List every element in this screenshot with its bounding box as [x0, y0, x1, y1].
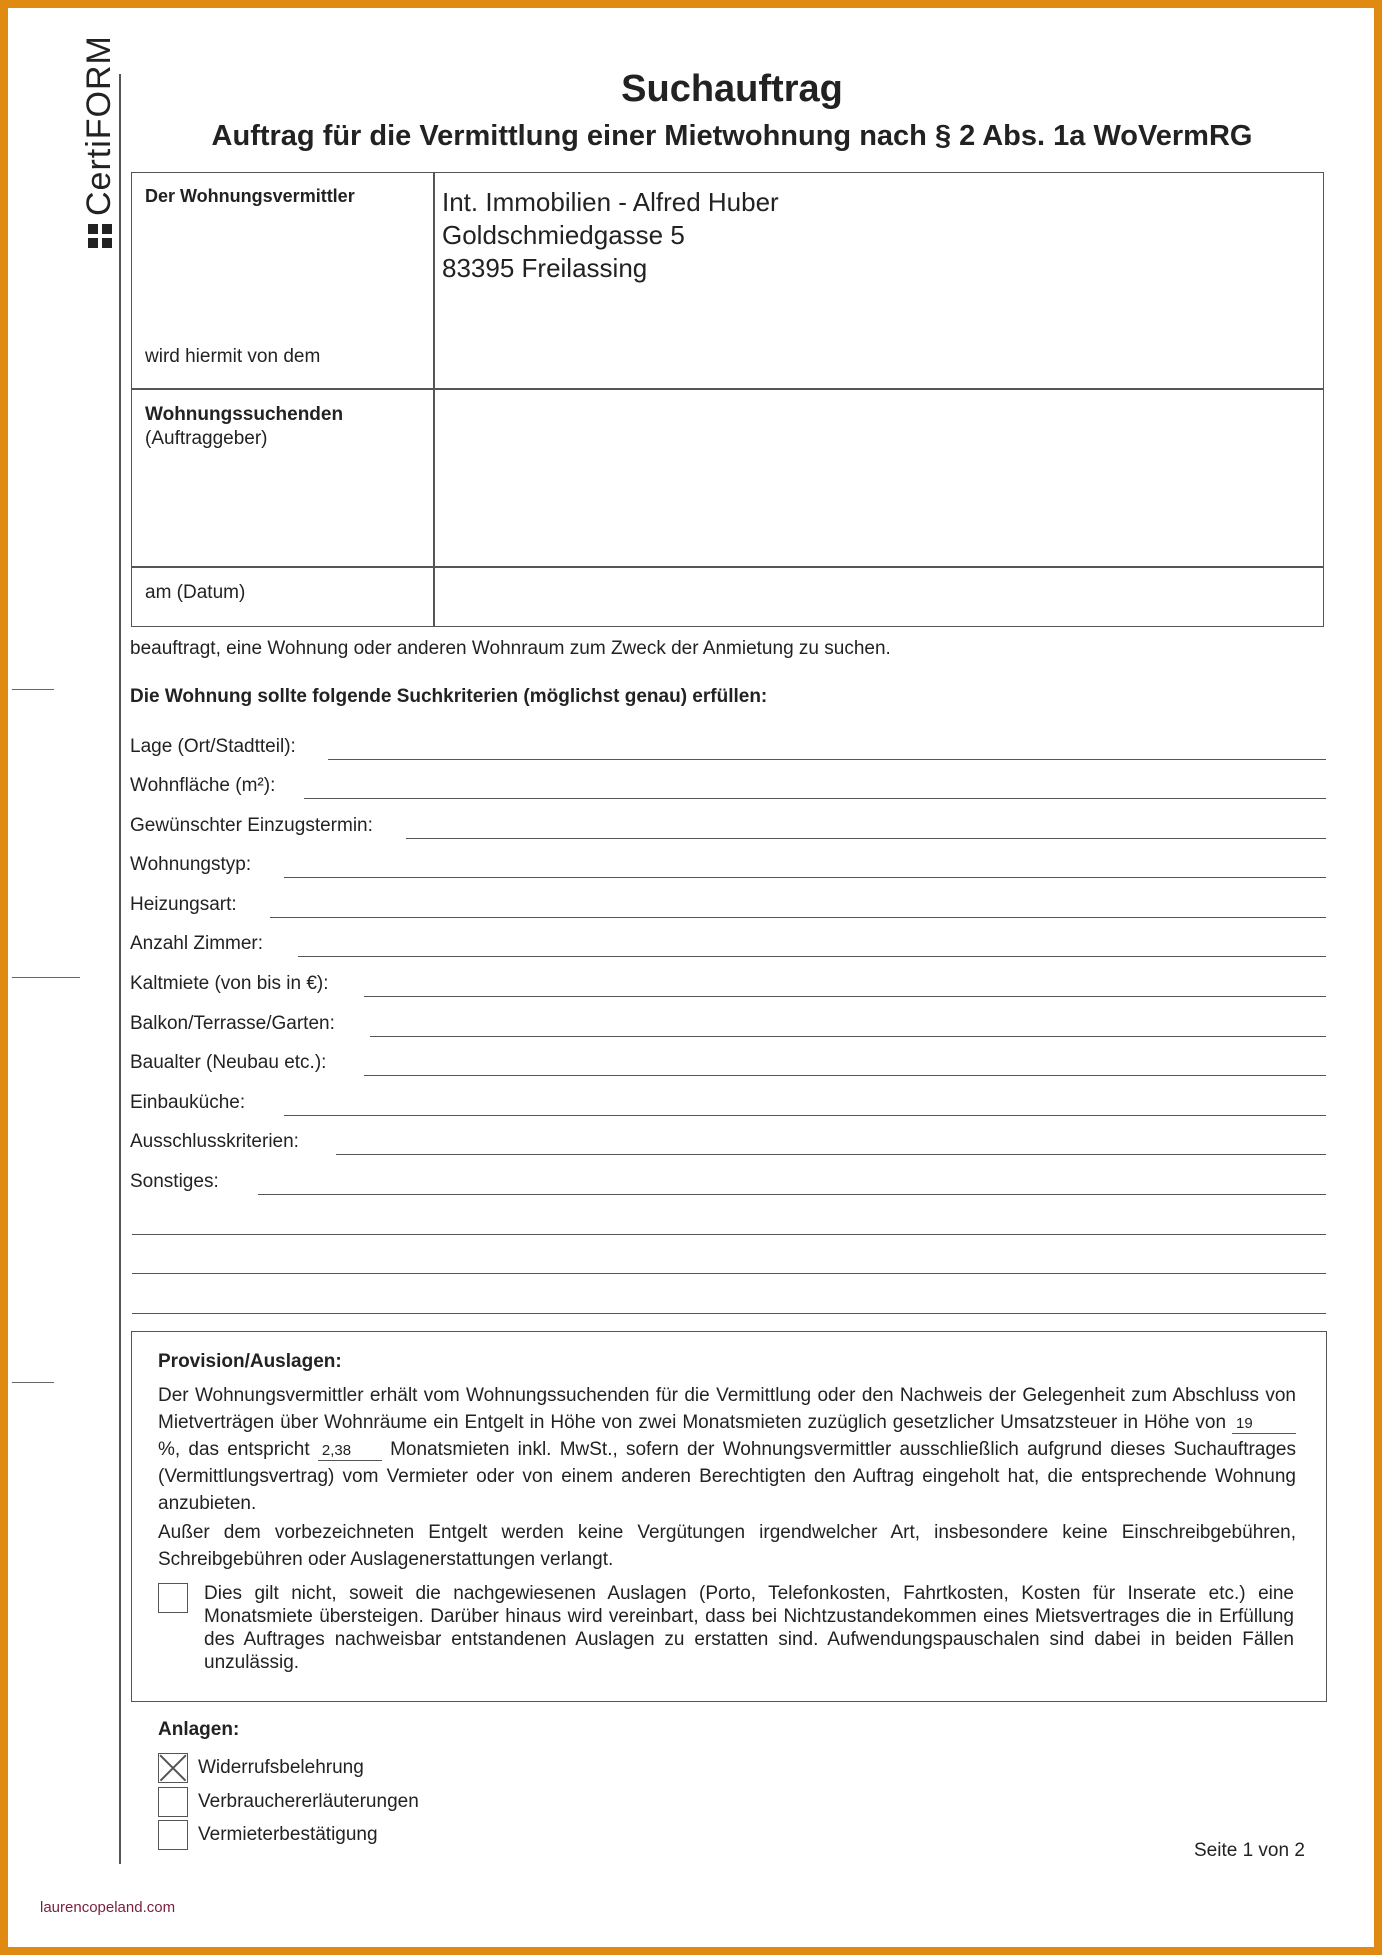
criteria-row: Einbauküche: — [130, 1086, 1326, 1116]
seeker-field[interactable] — [436, 391, 1322, 564]
expenses-checkbox[interactable] — [158, 1583, 188, 1613]
attachment-label: Vermieterbestätigung — [198, 1824, 378, 1845]
watermark: laurencopeland.com — [40, 1899, 176, 1916]
criteria-input-line[interactable] — [328, 759, 1326, 760]
broker-note: wird hiermit von dem — [145, 346, 321, 367]
page-subtitle: Auftrag für die Vermittlung einer Mietwohnung nach § 2 Abs. 1a WoVermRG — [211, 120, 1253, 152]
address-line: Goldschmiedgasse 5 — [442, 220, 685, 250]
attachment-label: Verbrauchererläuterungen — [198, 1791, 419, 1812]
date-label: am (Datum) — [145, 582, 246, 603]
criteria-row: Ausschlusskriterien: — [130, 1125, 1326, 1155]
criteria-input-line[interactable] — [304, 798, 1326, 799]
seeker-label: Wohnungssuchenden — [145, 404, 344, 425]
criteria-input-line[interactable] — [364, 1075, 1326, 1076]
criteria-input-line[interactable] — [258, 1194, 1326, 1195]
criteria-input-line[interactable] — [406, 838, 1326, 839]
fold-mark — [12, 689, 54, 690]
criteria-row: Balkon/Terrasse/Garten: — [130, 1007, 1326, 1037]
brand-logo: CertiFORM — [80, 35, 119, 248]
criteria-heading: Die Wohnung sollte folgende Suchkriterien (möglichst genau) erfüllen: — [130, 686, 768, 707]
extra-input-line[interactable] — [132, 1273, 1326, 1274]
provision-paragraph: Außer dem vorbezeichneten Entgelt werden keine Vergütungen irgendwelcher Art, insbesondere keine Einschreibgebühren, Schreibgebühren oder Auslagenerstattungen verlangt. — [158, 1522, 1296, 1570]
criteria-input-line[interactable] — [336, 1154, 1326, 1155]
extra-input-line[interactable] — [132, 1234, 1326, 1235]
months-field[interactable]: 2,38 — [318, 1442, 382, 1461]
criteria-input-line[interactable] — [270, 917, 1326, 918]
criteria-input-line[interactable] — [284, 877, 1326, 878]
provision-heading: Provision/Auslagen: — [158, 1351, 342, 1372]
expenses-clause: Dies gilt nicht, soweit die nachgewiesenen Auslagen (Porto, Telefonkosten, Fahrtkosten, Kosten für Inserate etc.) eine Monatsmiete übersteigen. Darüber hinaus wird vereinbart, dass bei Nichtzustandekommen eines Mietsvertrages die in Erfüllung des Auftrages nachweisbar entstandenen Auslagen zu erstatten sind. Aufwendungspauschalen sind dabei in beiden Fällen unzulässig. — [204, 1583, 1294, 1673]
criteria-row: Heizungsart: — [130, 888, 1326, 918]
criteria-row: Wohnfläche (m²): — [130, 769, 1326, 799]
address-line: 83395 Freilassing — [442, 253, 648, 283]
criteria-input-line[interactable] — [364, 996, 1326, 997]
page-number: Seite 1 von 2 — [1194, 1840, 1305, 1861]
form-page — [8, 8, 1374, 1947]
criteria-row: Lage (Ort/Stadtteil): — [130, 730, 1326, 760]
table-divider — [131, 388, 1324, 390]
fold-mark — [12, 1382, 54, 1383]
criteria-row: Sonstiges: — [130, 1165, 1326, 1195]
attachment-checkbox-verbraucher[interactable] — [158, 1787, 188, 1817]
margin-rule — [119, 74, 121, 1864]
logo-squares-icon — [88, 224, 112, 248]
punch-mark — [12, 977, 80, 978]
criteria-input-line[interactable] — [298, 956, 1326, 957]
broker-label: Der Wohnungsvermittler — [145, 186, 355, 206]
criteria-row: Wohnungstyp: — [130, 848, 1326, 878]
broker-address[interactable] — [442, 186, 779, 285]
attachment-label: Widerrufsbelehrung — [198, 1757, 364, 1778]
criteria-input-line[interactable] — [370, 1036, 1326, 1037]
date-field[interactable] — [436, 569, 1322, 625]
table-divider — [131, 566, 1324, 568]
attachment-checkbox-widerruf[interactable] — [158, 1753, 188, 1783]
vat-percent-field[interactable]: 19 — [1232, 1415, 1296, 1434]
page-title: Suchauftrag — [621, 68, 843, 110]
seeker-sublabel: (Auftraggeber) — [145, 428, 268, 449]
criteria-row: Anzahl Zimmer: — [130, 927, 1326, 957]
assignment-text: beauftragt, eine Wohnung oder anderen Wohnraum zum Zweck der Anmietung zu suchen. — [130, 638, 891, 659]
address-line: Int. Immobilien - Alfred Huber — [442, 187, 779, 217]
provision-paragraph: Der Wohnungsvermittler erhält vom Wohnungssuchenden für die Vermittlung oder den Nachweis der Gelegenheit zum Abschluss von Mietverträgen über Wohnräume ein Entgelt in Höhe von zwei Monatsmieten zuzüglich gesetzlicher Umsatzsteuer in Höhe von 19 %, das entspricht 2,38 Monatsmieten inkl. MwSt., sofern der Wohnungsvermittler ausschließlich aufgrund dieses Suchauftrages (Vermittlungsvertrag) vom Vermieter oder von einem anderen Berechtigten den Auftrag eingeholt hat, die entsprechende Wohnung anzubieten. — [158, 1385, 1296, 1514]
attachment-checkbox-vermieter[interactable] — [158, 1820, 188, 1850]
criteria-row: Kaltmiete (von bis in €): — [130, 967, 1326, 997]
extra-input-line[interactable] — [132, 1313, 1326, 1314]
table-divider — [433, 172, 435, 627]
criteria-input-line[interactable] — [284, 1115, 1326, 1116]
criteria-row: Gewünschter Einzugstermin: — [130, 809, 1326, 839]
attachments-heading: Anlagen: — [158, 1719, 240, 1740]
criteria-row: Baualter (Neubau etc.): — [130, 1046, 1326, 1076]
